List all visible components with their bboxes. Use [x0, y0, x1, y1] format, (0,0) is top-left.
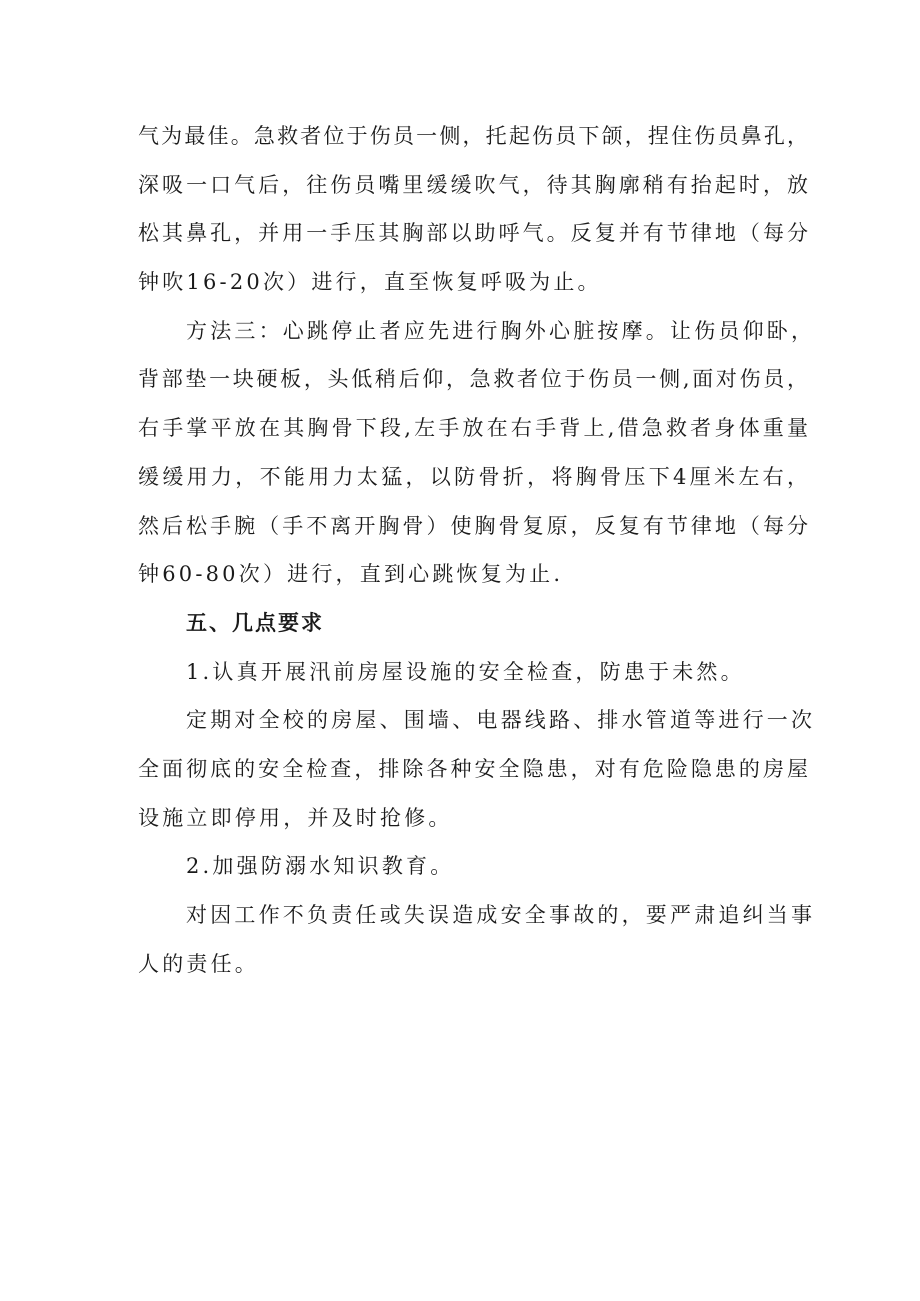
text-line: 全面彻底的安全检查，排除各种安全隐患，对有危险隐患的房屋: [138, 756, 808, 781]
text-line: 定期对全校的房屋、围墙、电器线路、排水管道等进行一次: [186, 708, 816, 733]
text-line: 人的责任。: [138, 951, 259, 976]
text-line: 松其鼻孔，并用一手压其胸部以助呼气。反复并有节律地（每分: [138, 221, 808, 246]
text-line: 钟吹16-20次）进行，直至恢复呼吸为止。: [138, 270, 602, 295]
text-line: 设施立即停用，并及时抢修。: [138, 805, 453, 830]
text-line: 方法三：心跳停止者应先进行胸外心脏按摩。让伤员仰卧，: [186, 318, 816, 343]
text-line: 气为最佳。急救者位于伤员一侧，托起伤员下颌，捏住伤员鼻孔，: [138, 124, 808, 148]
paragraph-inspection: [138, 696, 816, 842]
text-line: 深吸一口气后，往伤员嘴里缓缓吹气，待其胸廓稍有抬起时，放: [138, 172, 808, 197]
text-line: 右手掌平放在其胸骨下段,左手放在右手背上,借急救者身体重量: [138, 416, 808, 441]
item-1-title: 1.认真开展汛前房屋设施的安全检查，防患于未然。: [186, 659, 745, 684]
paragraph-responsibility: [138, 891, 816, 988]
text-line: 背部垫一块硬板，头低稍后仰，急救者位于伤员一侧,面对伤员，: [138, 367, 808, 392]
paragraph-first-aid-breathing: [138, 112, 808, 307]
text-line: 缓缓用力，不能用力太猛，以防骨折，将胸骨压下4厘米左右，: [138, 464, 808, 489]
section-heading: 五、几点要求: [186, 610, 324, 635]
item-2-title: 2.加强防溺水知识教育。: [186, 854, 455, 879]
document-body: [138, 112, 816, 988]
text-line: 然后松手腕（手不离开胸骨）使胸骨复原，反复有节律地（每分: [138, 513, 808, 538]
text-line: 对因工作不负责任或失误造成安全事故的，要严肃追纠当事: [186, 903, 816, 927]
paragraph-method-three: [138, 307, 816, 599]
text-line: 钟60-80次）进行，直到心跳恢复为止.: [138, 562, 564, 587]
